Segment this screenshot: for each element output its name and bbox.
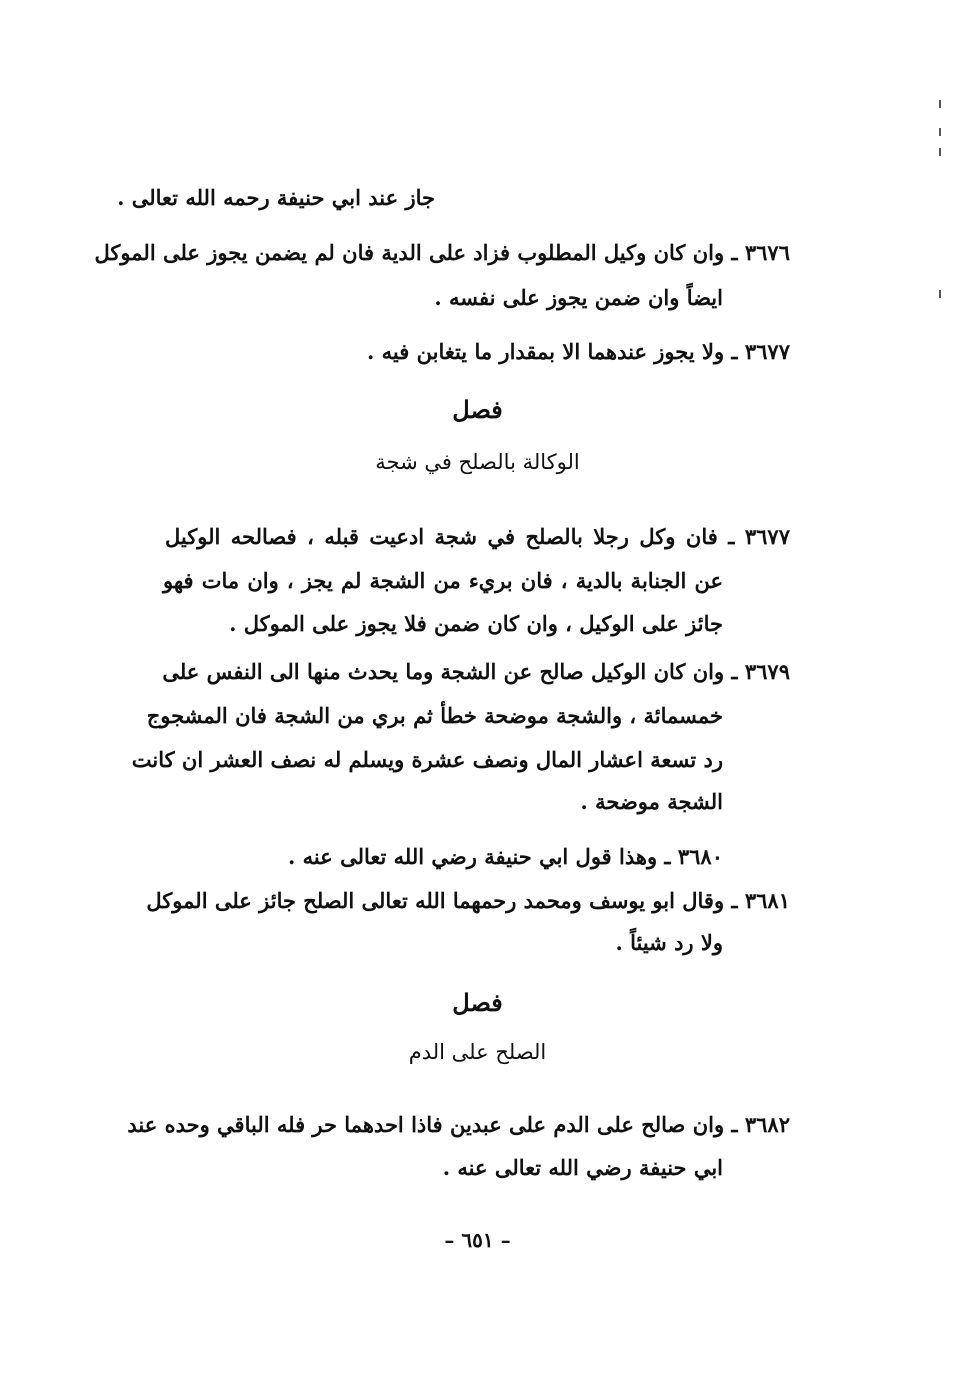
section-title: الوكالة بالصلح في شجة <box>375 450 580 474</box>
section-heading: فصل <box>452 395 503 424</box>
text-line: ٣٦٧٧ ـ فان وكل رجلا بالصلح في شجة ادعيت قبله ، فصالحه الوكيل <box>165 524 790 549</box>
section-heading: فصل <box>452 988 503 1017</box>
scan-edge-marks <box>939 100 943 310</box>
text-line: الشجة موضحة . <box>580 789 723 814</box>
text-line: ابي حنيفة رضي الله تعالى عنه . <box>442 1155 723 1180</box>
text-line: ٣٦٧٦ ـ وان كان وكيل المطلوب فزاد على الدية فان لم يضمن يجوز على الموكل <box>94 240 790 265</box>
text-line: ايضاً وان ضمن يجوز على نفسه . <box>434 285 723 310</box>
text-line: عن الجنابة بالدية ، فان بريء من الشجة لم يجز ، وان مات فهو <box>163 568 723 593</box>
text-line: ٣٦٨٢ ـ وان صالح على الدم على عبدين فاذا احدهما حر فله الباقي وحده عند <box>127 1112 790 1137</box>
section-title: الصلح على الدم <box>408 1040 547 1064</box>
text-line: جاز عند ابي حنيفة رحمه الله تعالى . <box>117 185 435 210</box>
text-line: خمسمائة ، والشجة موضحة خطأ ثم بري من الشجة فان المشجوج <box>146 703 723 728</box>
text-line: ولا رد شيئاً . <box>615 930 723 955</box>
text-line: ٣٦٧٧ ـ ولا يجوز عندهما الا بمقدار ما يتغابن فيه . <box>367 339 790 364</box>
text-line: ٣٦٨١ ـ وقال ابو يوسف ومحمد رحمهما الله تعالى الصلح جائز على الموكل <box>146 888 790 913</box>
text-line: جائز على الوكيل ، وان كان ضمن فلا يجوز على الموكل . <box>229 611 723 636</box>
text-line: ٣٦٧٩ ـ وان كان الوكيل صالح عن الشجة وما يحدث منها الى النفس على <box>162 659 790 684</box>
text-line: ٣٦٨٠ ـ وهذا قول ابي حنيفة رضي الله تعالى عنه . <box>288 844 723 869</box>
page-number: – ٦٥١ – <box>444 1228 511 1252</box>
text-line: رد تسعة اعشار المال ونصف عشرة ويسلم له نصف العشر ان كانت <box>131 747 723 772</box>
